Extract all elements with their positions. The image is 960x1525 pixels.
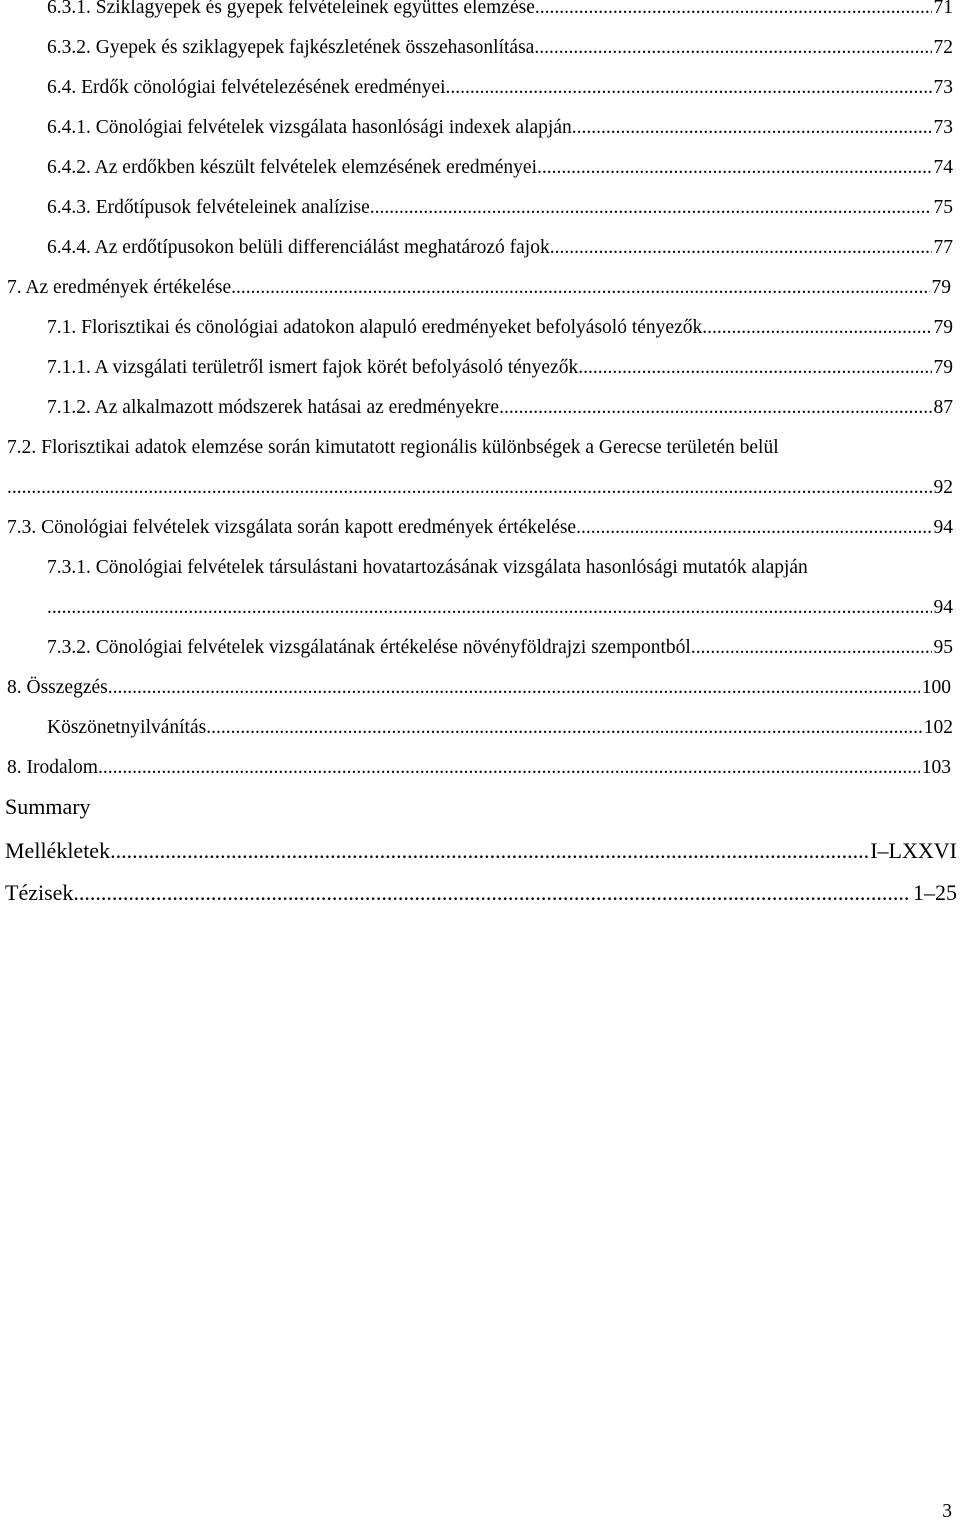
dot-leader: [110, 839, 868, 863]
toc-entry[interactable]: Summary: [5, 794, 91, 819]
dot-leader: [73, 881, 911, 905]
toc-entry-wrapped[interactable]: 7.3.1. Cönológiai felvételek társulástani hovatartozásának vizsgálata hasonlósági mutatók alapján: [47, 557, 808, 578]
toc-entry[interactable]: 7.1. Florisztikai és cönológiai adatokon alapuló eredményeket befolyásoló tényezők ..... 79: [47, 316, 953, 340]
dot-leader: [572, 116, 932, 140]
toc-entry-wrapped[interactable]: 7.2. Florisztikai adatok elemzése során kimutatott regionális különbségek a Gerecse területén belül: [7, 437, 779, 458]
toc-entry-continuation: ..... 94: [47, 596, 953, 620]
toc-entry[interactable]: 6.4.3. Erdőtípusok felvételeinek analízise ..... 75: [47, 196, 953, 220]
dot-leader: [537, 156, 932, 180]
dot-leader: [231, 276, 929, 300]
dot-leader: [702, 316, 931, 340]
dot-leader: [534, 36, 931, 60]
dot-leader: [446, 76, 932, 100]
toc-entry[interactable]: 7. Az eredmények értékelése ..... 79: [7, 276, 951, 300]
dot-leader: [576, 516, 931, 540]
dot-leader: [98, 756, 920, 780]
toc-entry[interactable]: 7.1.1. A vizsgálati területről ismert fajok körét befolyásoló tényezők ..... 79: [47, 356, 953, 380]
toc-entry[interactable]: 8. Összegzés ..... 100: [7, 676, 951, 700]
toc-entry-continuation: ..... 92: [7, 476, 953, 500]
toc-entry[interactable]: 8. Irodalom ..... 103: [7, 756, 951, 780]
toc-entry[interactable]: Tézisek ..... 1–25: [5, 881, 957, 905]
dot-leader: [550, 236, 932, 260]
dot-leader: [578, 356, 931, 380]
page-number: 3: [942, 1501, 952, 1522]
toc-entry[interactable]: 6.4.4. Az erdőtípusokon belüli differenciálást meghatározó fajok ..... 77: [47, 236, 953, 260]
toc-entry[interactable]: 6.4.2. Az erdőkben készült felvételek elemzésének eredményei ..... 74: [47, 156, 953, 180]
dot-leader: [206, 716, 922, 740]
toc-entry[interactable]: 6.3.2. Gyepek és sziklagyepek fajkészletének összehasonlítása ..... 72: [47, 36, 953, 60]
toc-entry[interactable]: Köszönetnyilvánítás ..... 102: [47, 716, 953, 740]
toc-entry[interactable]: 7.3.2. Cönológiai felvételek vizsgálatának értékelése növényföldrajzi szempontból ..... 95: [47, 636, 953, 660]
toc-entry[interactable]: Mellékletek ..... I–LXXVI: [5, 839, 957, 863]
toc-entry[interactable]: 7.1.2. Az alkalmazott módszerek hatásai az eredményekre ..... 87: [47, 396, 953, 420]
dot-leader: [370, 196, 932, 220]
toc-entry[interactable]: 6.4. Erdők cönológiai felvételezésének eredményei ..... 73: [47, 76, 953, 100]
toc-entry[interactable]: 7.3. Cönológiai felvételek vizsgálata során kapott eredmények értékelése ..... 94: [7, 516, 953, 540]
dot-leader: [535, 0, 932, 20]
dot-leader: [108, 676, 920, 700]
dot-leader: [47, 596, 932, 620]
toc-entry[interactable]: 6.4.1. Cönológiai felvételek vizsgálata hasonlósági indexek alapján ..... 73: [47, 116, 953, 140]
dot-leader: [499, 396, 931, 420]
dot-leader: [691, 636, 932, 660]
toc-entry[interactable]: 6.3.1. Sziklagyepek és gyepek felvételeinek együttes elemzése ..... 71: [47, 0, 953, 20]
dot-leader: [7, 476, 932, 500]
